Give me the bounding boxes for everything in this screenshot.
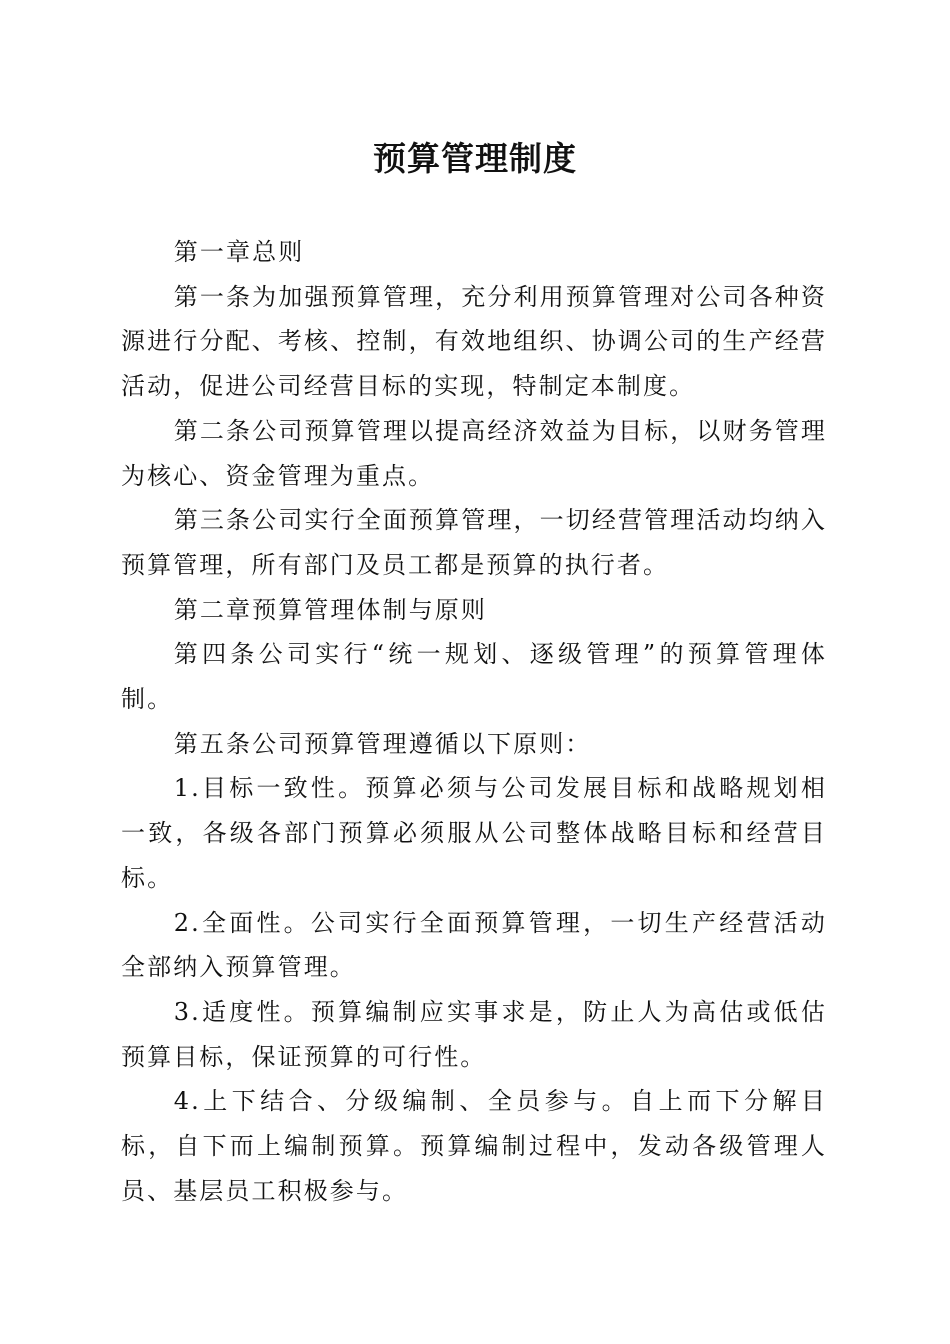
document-title: 预算管理制度: [373, 139, 577, 178]
chapter-heading: 第一章总则: [173, 238, 305, 266]
article-paragraph: 第一条为加强预算管理，充分利用预算管理对公司各种资源进行分配、考核、控制，有效地组织、协调公司的生产经营活动，促进公司经营目标的实现，特制定本制度。: [121, 282, 827, 401]
article-paragraph: 第三条公司实行全面预算管理，一切经营管理活动均纳入预算管理，所有部门及员工都是预算的执行者。: [121, 506, 827, 579]
principle-item: 2.全面性。公司实行全面预算管理，一切生产经营活动全部纳入预算管理。: [121, 908, 827, 982]
article-paragraph: 第二条公司预算管理以提高经济效益为目标，以财务管理为核心、资金管理为重点。: [121, 416, 827, 490]
principle-item: 3.适度性。预算编制应实事求是，防止人为高估或低估预算目标，保证预算的可行性。: [121, 997, 827, 1071]
document-body: [121, 230, 827, 1213]
article-paragraph: 第四条公司实行“统一规划、逐级管理”的预算管理体制。: [121, 640, 827, 714]
article-paragraph: 第五条公司预算管理遵循以下原则：: [173, 729, 592, 758]
principle-item: 4.上下结合、分级编制、全员参与。自上而下分解目标，自下而上编制预算。预算编制过程中，发动各级管理人员、基层员工积极参与。: [121, 1087, 827, 1205]
principle-item: 1.目标一致性。预算必须与公司发展目标和战略规划相一致，各级各部门预算必须服从公司整体战略目标和经营目标。: [121, 774, 827, 892]
chapter-heading: 第二章预算管理体制与原则: [173, 595, 487, 624]
